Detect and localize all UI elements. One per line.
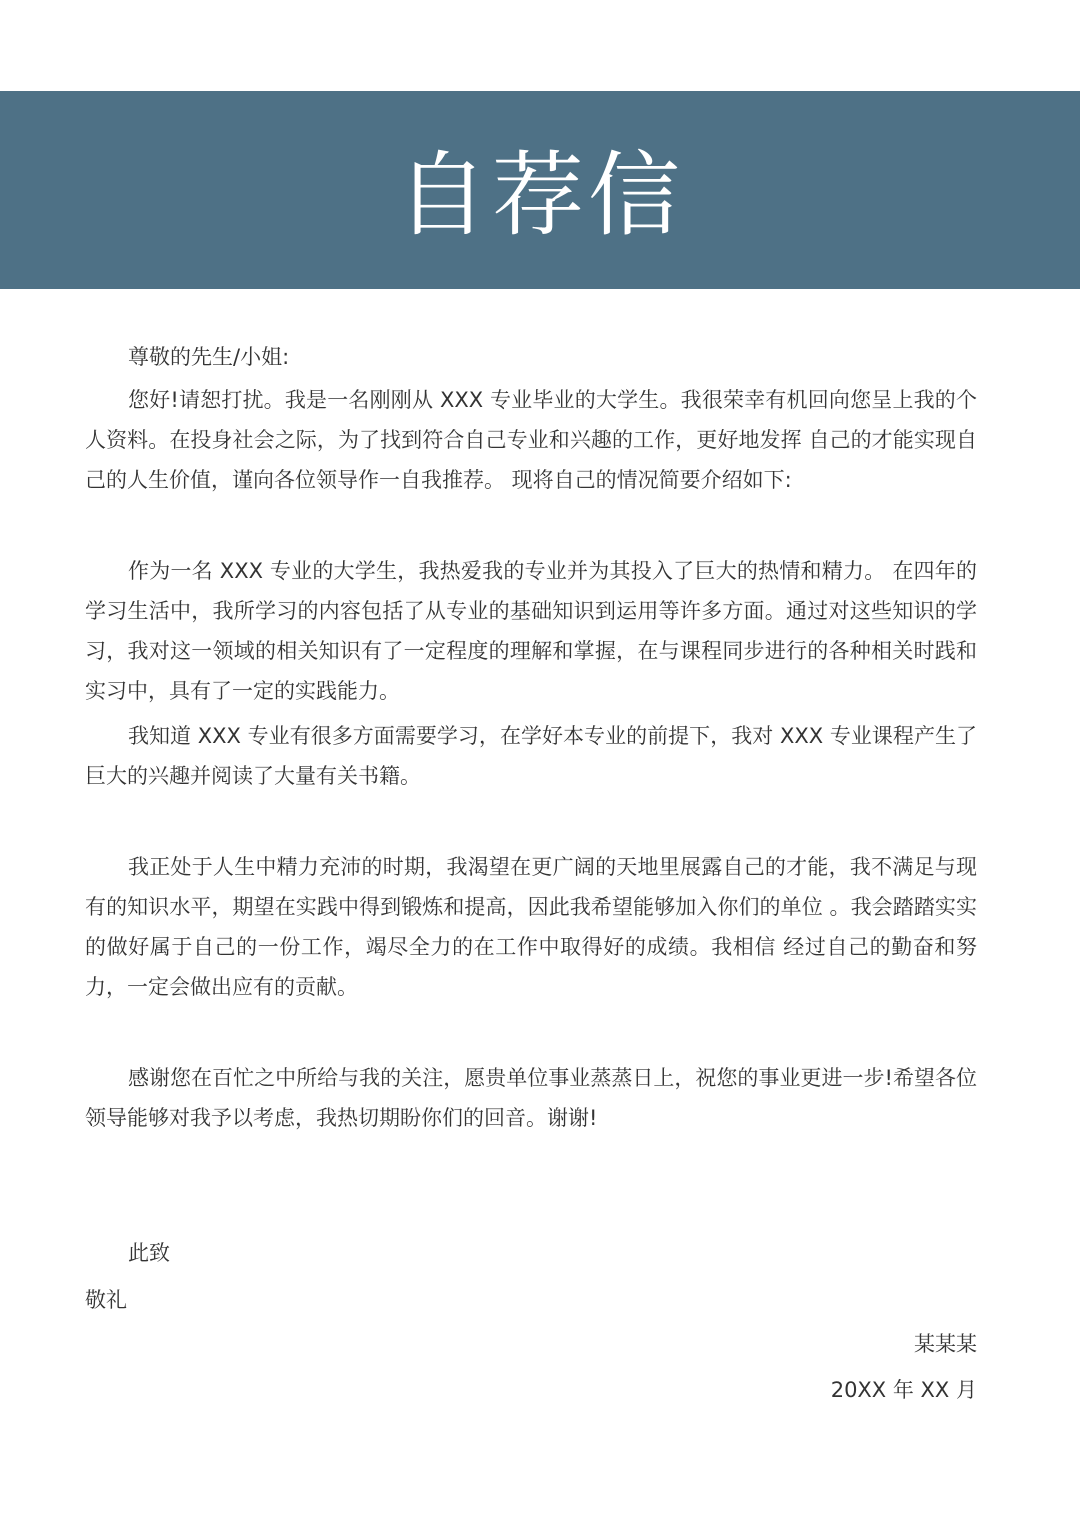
paragraph-intro: 您好!请恕打扰。我是一名刚刚从 XXX 专业毕业的大学生。我很荣幸有机回向您呈上我的个人资料。在投身社会之际，为了找到符合自己专业和兴趣的工作，更好地发挥 自己的才能实现自己的人生价值，谨向各位领导作一自我推荐。 现将自己的情况简要介绍如下: <box>85 388 977 492</box>
paragraph-thanks: 感谢您在百忙之中所给与我的关注，愿贵单位事业蒸蒸日上，祝您的事业更进一步!希望各位领导能够对我予以考虑，我热切期盼你们的回音。谢谢! <box>85 1066 977 1130</box>
paragraph-aspiration: 我正处于人生中精力充沛的时期，我渴望在更广阔的天地里展露自己的才能，我不满足与现有的知识水平，期望在实践中得到锻炼和提高，因此我希望能够加入你们的单位 。我会踏踏实实的做好属于自己的一份工作，竭尽全力的在工作中取得好的成绩。我相信 经过自己的勤奋和努力，一定会做出应有的贡献。 <box>85 855 977 999</box>
title-banner <box>0 91 1080 289</box>
page-title: 自荐信 <box>395 142 684 249</box>
closing-line: 此致 <box>128 1241 170 1265</box>
regards-line: 敬礼 <box>85 1288 127 1312</box>
paragraph-study: 作为一名 XXX 专业的大学生，我热爱我的专业并为其投入了巨大的热情和精力。 在四年的学习生活中，我所学习的内容包括了从专业的基础知识到运用等许多方面。通过对这些知识的学习，我对这一领域的相关知识有了一定程度的理解和掌握，在与课程同步进行的各种相关时践和实习中，具有了一定的实践能力。 <box>85 559 977 703</box>
paragraph-interest: 我知道 XXX 专业有很多方面需要学习，在学好本专业的前提下，我对 XXX 专业课程产生了巨大的兴趣并阅读了大量有关书籍。 <box>85 724 977 788</box>
salutation: 尊敬的先生/小姐: <box>128 345 290 369</box>
signer-name: 某某某 <box>914 1332 977 1356</box>
letter-date: 20XX 年 XX 月 <box>830 1378 977 1402</box>
